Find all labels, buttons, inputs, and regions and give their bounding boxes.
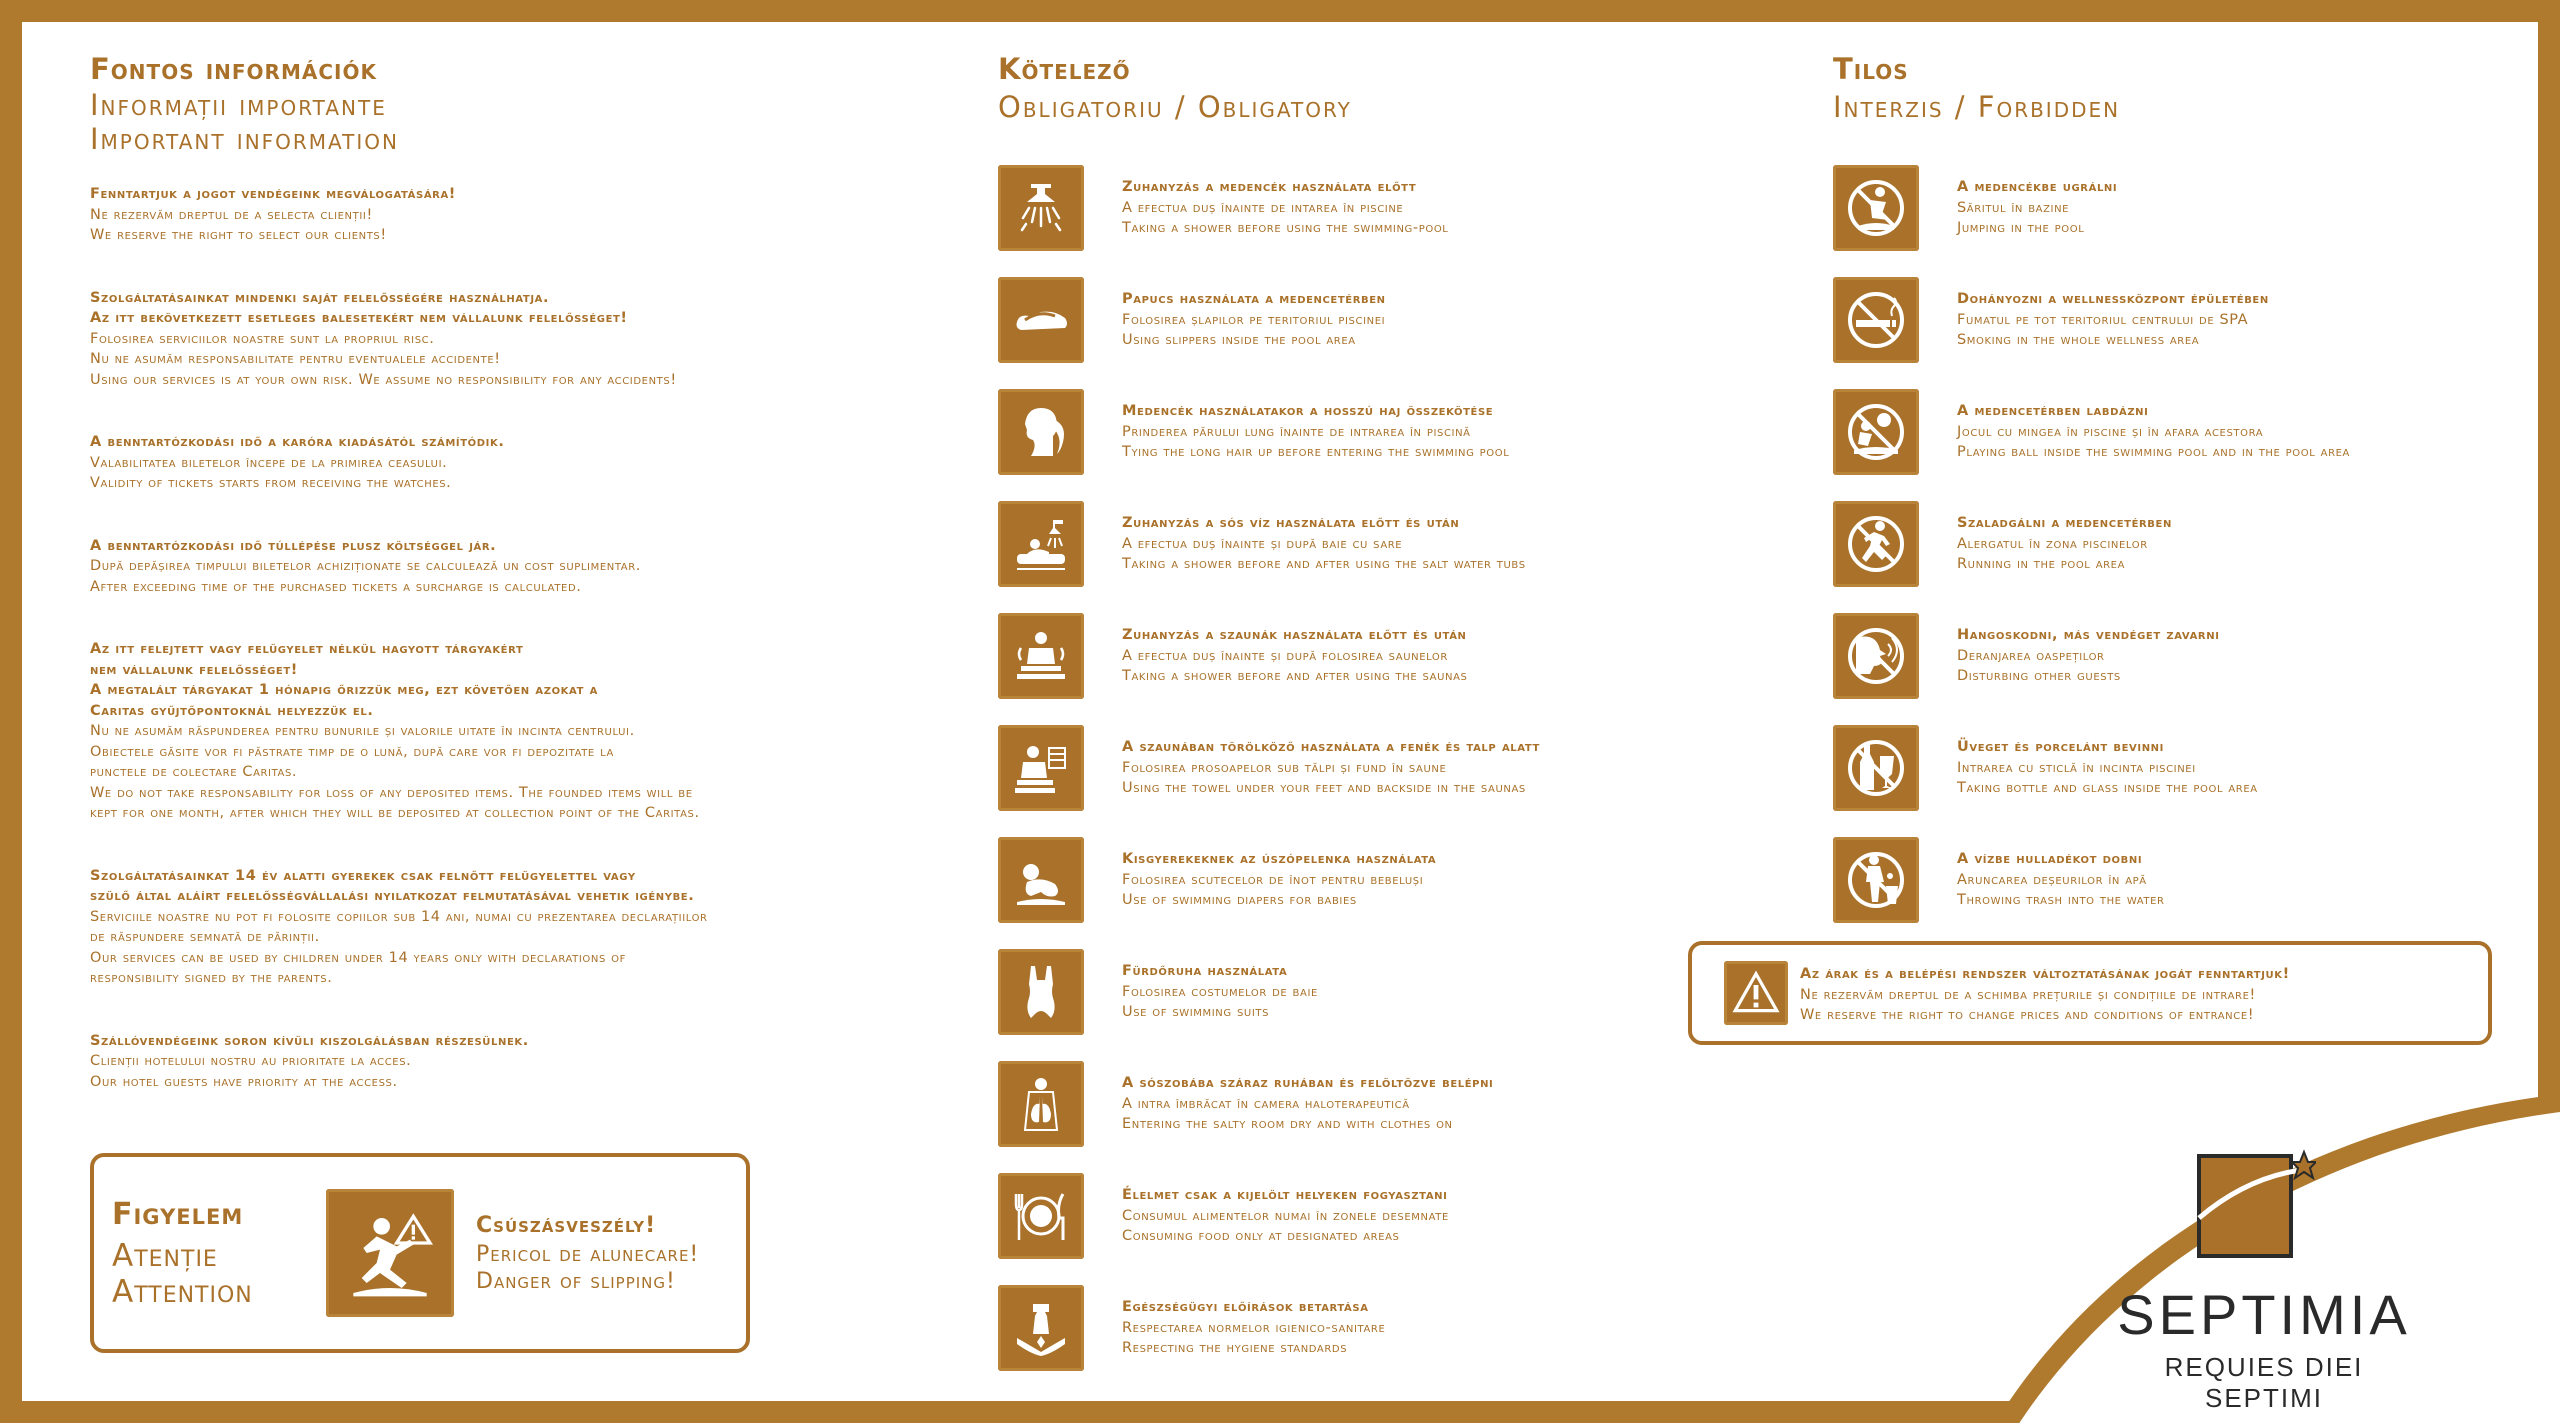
attention-title-hu: Figyelem bbox=[112, 1197, 244, 1232]
rule-ro: Folosirea prosoapelor sub tălpi și fund în saune bbox=[1122, 759, 1447, 776]
rule-row bbox=[1833, 488, 2513, 600]
rule-ro: Folosirea costumelor de baie bbox=[1122, 983, 1318, 1000]
info-block bbox=[90, 432, 970, 494]
info-block-line: După depășirea timpului biletelor achiziționate se calculează un cost suplimentar. bbox=[90, 558, 641, 574]
rule-hu: Egészségügyi előírások betartása bbox=[1122, 1299, 1369, 1316]
rule-ro: Fumatul pe tot teritoriul centrului de SPA bbox=[1957, 311, 2249, 328]
rule-ro: Folosirea scutecelor de înot pentru bebeluși bbox=[1122, 871, 1424, 888]
info-block-bold-line: Szolgáltatásainkat mindenki saját felelősségére használhatja. bbox=[90, 289, 550, 306]
rule-row bbox=[998, 600, 1778, 712]
notice-ro: Ne rezervăm dreptul de a schimba prețurile și condițiile de intrare! bbox=[1800, 986, 2256, 1003]
info-block bbox=[90, 184, 970, 246]
info-title-ro: Informații importante bbox=[90, 88, 387, 122]
rule-text bbox=[1122, 849, 1436, 911]
rule-ro: A efectua duș înainte și după baie cu sare bbox=[1122, 535, 1403, 552]
rule-row bbox=[998, 824, 1778, 936]
info-block-bold-line: A megtalált tárgyakat 1 hónapig őrizzük meg, ezt követően azokat a bbox=[90, 682, 598, 698]
info-block bbox=[90, 639, 970, 824]
notice-en: We reserve the right to change prices and conditions of entrance! bbox=[1800, 1007, 2255, 1023]
rule-ro: Respectarea normelor igienico-sanitare bbox=[1122, 1319, 1386, 1336]
info-block-bold-line: A benntartózkodási idő a karóra kiadásától számítódik. bbox=[90, 434, 505, 450]
info-block-line: Validity of tickets starts from receiving the watches. bbox=[90, 475, 452, 491]
slipper-icon bbox=[998, 277, 1084, 363]
rule-text bbox=[1957, 625, 2220, 687]
forbidden-title-hu: Tilos bbox=[1833, 52, 1909, 86]
rule-row bbox=[998, 264, 1778, 376]
rule-row bbox=[998, 712, 1778, 824]
warning-icon bbox=[1724, 961, 1788, 1025]
swimsuit-icon bbox=[998, 949, 1084, 1035]
rule-text bbox=[1957, 849, 2165, 911]
rule-hu: Zuhanyzás a sós víz használata előtt és után bbox=[1122, 515, 1460, 532]
rule-row bbox=[1833, 376, 2513, 488]
rule-en: Use of swimming suits bbox=[1122, 1004, 1270, 1021]
slippery-floor-icon bbox=[326, 1189, 454, 1317]
rule-ro: Consumul alimentelor numai în zonele desemnate bbox=[1122, 1207, 1449, 1224]
info-block bbox=[90, 866, 970, 989]
rule-hu: Zuhanyzás a szaunák használata előtt és után bbox=[1122, 627, 1467, 644]
rule-row bbox=[998, 376, 1778, 488]
rule-hu: A sószobába száraz ruhában és felöltözve belépni bbox=[1122, 1075, 1494, 1092]
rule-hu: Medencék használatakor a hosszú haj összekötése bbox=[1122, 403, 1494, 420]
rule-row bbox=[998, 1272, 1778, 1384]
no-shouting-icon bbox=[1833, 613, 1919, 699]
info-column bbox=[90, 52, 970, 1134]
rule-text bbox=[1957, 513, 2172, 575]
rule-ro: Prinderea părului lung înainte de intrarea în piscină bbox=[1122, 423, 1471, 440]
info-block-bold-line: szülő által aláírt felelősségvállalási nyilatkozat felmutatásával vehetik igénybe. bbox=[90, 888, 695, 904]
info-block-line: responsibility signed by the parents. bbox=[90, 970, 333, 986]
rule-en: Taking bottle and glass inside the pool area bbox=[1957, 780, 2258, 797]
info-block bbox=[90, 1031, 970, 1093]
info-block-bold-line: nem vállalunk felelősséget! bbox=[90, 661, 298, 678]
rule-text bbox=[1957, 289, 2269, 351]
info-block-line: de răspundere semnată de părinții. bbox=[90, 929, 320, 945]
no-ball-icon bbox=[1833, 389, 1919, 475]
info-block-line: Nu ne asumăm răspunderea pentru bunurile și valorile uitate în incinta centrului. bbox=[90, 723, 635, 739]
shower-icon bbox=[998, 165, 1084, 251]
rule-ro: Folosirea șlapilor pe teritoriul piscinei bbox=[1122, 311, 1386, 328]
cutlery-icon bbox=[998, 1173, 1084, 1259]
info-block-line: kept for one month, after which they will be deposited at collection point of the Caritas. bbox=[90, 805, 700, 821]
rule-row bbox=[998, 936, 1778, 1048]
info-title-hu: Fontos információk bbox=[90, 52, 377, 86]
rule-ro: Săritul în bazine bbox=[1957, 199, 2070, 216]
rule-en: Running in the pool area bbox=[1957, 556, 2126, 573]
rule-en: Entering the salty room dry and with clothes on bbox=[1122, 1116, 1453, 1133]
tied-hair-icon bbox=[998, 389, 1084, 475]
rule-text bbox=[1122, 1073, 1493, 1135]
brand-name: SEPTIMIA bbox=[2117, 1283, 2411, 1346]
notice-box bbox=[1688, 941, 2492, 1045]
rule-en: Tying the long hair up before entering the swimming pool bbox=[1122, 444, 1510, 461]
rule-hu: A vízbe hulladékot dobni bbox=[1957, 851, 2143, 868]
rule-row bbox=[998, 488, 1778, 600]
attention-title-en: Attention bbox=[112, 1274, 253, 1310]
info-block-bold-line: A benntartózkodási idő túllépése plusz költséggel jár. bbox=[90, 537, 497, 554]
rule-text bbox=[1122, 961, 1318, 1023]
rule-text bbox=[1122, 1297, 1385, 1359]
rule-row bbox=[1833, 600, 2513, 712]
rule-row bbox=[1833, 152, 2513, 264]
rule-text bbox=[1122, 177, 1448, 239]
info-block-line: Obiectele găsite vor fi păstrate timp de o lună, după care vor fi depozitate la bbox=[90, 743, 614, 760]
rule-hu: Kisgyerekeknek az úszópelenka használata bbox=[1122, 851, 1437, 868]
rule-text bbox=[1122, 737, 1540, 799]
rule-text bbox=[1122, 401, 1509, 463]
info-block-line: We reserve the right to select our clients! bbox=[90, 227, 387, 243]
rule-text bbox=[1122, 289, 1386, 351]
info-block bbox=[90, 536, 970, 598]
info-block-line: Our services can be used by children under 14 years only with declarations of bbox=[90, 949, 626, 966]
rule-row bbox=[1833, 264, 2513, 376]
rule-ro: Aruncarea deșeurilor în apă bbox=[1957, 871, 2147, 888]
info-block-bold-line: Szolgáltatásainkat 14 év alatti gyerekek csak felnőtt felügyelettel vagy bbox=[90, 867, 636, 884]
brand-tagline: REQUIES DIEI SEPTIMI bbox=[2164, 1352, 2364, 1413]
salt-room-lungs-icon bbox=[998, 1061, 1084, 1147]
info-block-bold-line: Fenntartjuk a jogot vendégeink megválogatására! bbox=[90, 186, 457, 202]
info-block-line: punctele de colectare Caritas. bbox=[90, 764, 298, 780]
rule-ro: A intra îmbrăcat în camera haloterapeutică bbox=[1122, 1095, 1410, 1112]
rule-hu: Hangoskodni, más vendéget zavarni bbox=[1957, 627, 2220, 644]
rule-text bbox=[1957, 737, 2258, 799]
no-littering-icon bbox=[1833, 837, 1919, 923]
attention-text-ro: Pericol de alunecare! bbox=[476, 1242, 700, 1267]
rule-text bbox=[1957, 401, 2350, 463]
rule-en: Using the towel under your feet and backside in the saunas bbox=[1122, 780, 1526, 797]
septimia-logo-mark bbox=[2196, 1148, 2316, 1266]
rule-en: Respecting the hygiene standards bbox=[1122, 1340, 1348, 1357]
attention-box bbox=[90, 1153, 750, 1353]
rule-text bbox=[1122, 1185, 1449, 1247]
no-running-icon bbox=[1833, 501, 1919, 587]
info-block-bold-line: Szállóvendégeink soron kívüli kiszolgálásban részesülnek. bbox=[90, 1032, 529, 1049]
info-blocks bbox=[90, 184, 970, 1092]
info-title-en: Important information bbox=[90, 122, 399, 156]
rule-row bbox=[998, 1048, 1778, 1160]
rule-en: Using slippers inside the pool area bbox=[1122, 332, 1356, 349]
obligatory-title-sub: Obligatoriu / Obligatory bbox=[998, 90, 1352, 124]
rule-hu: A medencékbe ugrálni bbox=[1957, 179, 2118, 196]
hygiene-hands-icon bbox=[998, 1285, 1084, 1371]
info-block-bold-line: Caritas gyűjtőpontoknál helyezzük el. bbox=[90, 702, 374, 719]
no-glass-icon bbox=[1833, 725, 1919, 811]
rule-en: Use of swimming diapers for babies bbox=[1122, 892, 1357, 909]
info-block-line: Nu ne asumăm responsabilitate pentru eventualele accidente! bbox=[90, 351, 501, 367]
rule-ro: A efectua duș înainte și după folosirea saunelor bbox=[1122, 647, 1448, 664]
rule-en: Taking a shower before using the swimming-pool bbox=[1122, 220, 1449, 237]
rule-hu: Fürdőruha használata bbox=[1122, 963, 1288, 980]
obligatory-rules bbox=[998, 152, 1778, 1384]
info-block bbox=[90, 288, 970, 391]
rule-hu: A medencetérben labdázni bbox=[1957, 403, 2149, 420]
info-block-bold-line: Az itt bekövetkezett esetleges balesetekért nem vállalunk felelősséget! bbox=[90, 310, 628, 326]
rule-ro: Alergatul în zona piscinelor bbox=[1957, 535, 2148, 552]
rule-hu: Üveget és porcelánt bevinni bbox=[1957, 739, 2164, 756]
rule-en: Taking a shower before and after using the saunas bbox=[1122, 668, 1468, 685]
rule-en: Taking a shower before and after using the salt water tubs bbox=[1122, 556, 1526, 573]
rule-ro: Deranjarea oaspeților bbox=[1957, 647, 2105, 664]
rule-hu: Zuhanyzás a medencék használata előtt bbox=[1122, 179, 1417, 196]
info-block-line: Folosirea serviciilor noastre sunt la propriul risc. bbox=[90, 330, 435, 347]
attention-text-en: Danger of slipping! bbox=[476, 1269, 676, 1294]
rule-en: Consuming food only at designated areas bbox=[1122, 1228, 1400, 1245]
info-block-line: Valabilitatea biletelor începe de la primirea ceasului. bbox=[90, 454, 448, 471]
info-block-line: Our hotel guests have priority at the access. bbox=[90, 1073, 398, 1090]
rule-hu: Élelmet csak a kijelölt helyeken fogyasztani bbox=[1122, 1187, 1448, 1204]
info-block-bold-line: Az itt felejtett vagy felügyelet nélkül hagyott tárgyakért bbox=[90, 641, 524, 657]
rule-row bbox=[1833, 712, 2513, 824]
rule-ro: Intrarea cu sticlă în incinta piscinei bbox=[1957, 759, 2196, 776]
forbidden-rules bbox=[1833, 152, 2513, 936]
obligatory-column bbox=[998, 52, 1778, 1384]
forbidden-title-sub: Interzis / Forbidden bbox=[1833, 90, 2121, 124]
info-block-line: Serviciile noastre nu pot fi folosite copiilor sub 14 ani, numai cu prezentarea declarațiilor bbox=[90, 908, 708, 925]
info-block-line: After exceeding time of the purchased tickets a surcharge is calculated. bbox=[90, 578, 582, 595]
info-block-line: We do not take responsability for loss of any deposited items. The founded items will be bbox=[90, 784, 693, 801]
sauna-towel-icon bbox=[998, 725, 1084, 811]
rule-ro: A efectua duș înainte de intarea în piscine bbox=[1122, 199, 1404, 216]
forbidden-column bbox=[1833, 52, 2513, 936]
attention-text-hu: Csúszásveszély! bbox=[476, 1213, 657, 1238]
rule-en: Jumping in the pool bbox=[1957, 220, 2085, 237]
obligatory-title-hu: Kötelező bbox=[998, 52, 1131, 86]
rule-en: Smoking in the whole wellness area bbox=[1957, 332, 2200, 349]
baby-diaper-icon bbox=[998, 837, 1084, 923]
sauna-icon bbox=[998, 613, 1084, 699]
rule-en: Playing ball inside the swimming pool and in the pool area bbox=[1957, 444, 2350, 461]
rule-text bbox=[1957, 177, 2117, 239]
rule-row bbox=[998, 152, 1778, 264]
rule-hu: Papucs használata a medencetérben bbox=[1122, 291, 1386, 308]
notice-hu: Az árak és a belépési rendszer változtatásának jogát fenntartjuk! bbox=[1800, 966, 2290, 982]
rule-en: Disturbing other guests bbox=[1957, 668, 2121, 685]
info-block-line: Clienții hotelului nostru au prioritate la acces. bbox=[90, 1053, 412, 1069]
rule-row bbox=[1833, 824, 2513, 936]
info-block-line: Ne rezervăm dreptul de a selecta clienții! bbox=[90, 206, 373, 223]
rule-hu: A szaunában törölköző használata a fenék és talp alatt bbox=[1122, 739, 1540, 756]
rule-text bbox=[1122, 625, 1467, 687]
salt-tub-shower-icon bbox=[998, 501, 1084, 587]
no-smoking-icon bbox=[1833, 277, 1919, 363]
rule-en: Throwing trash into the water bbox=[1957, 892, 2165, 909]
info-block-line: Using our services is at your own risk. We assume no responsibility for any accidents! bbox=[90, 371, 677, 388]
rule-hu: Szaladgálni a medencetérben bbox=[1957, 515, 2172, 532]
rule-hu: Dohányozni a wellnessközpont épületében bbox=[1957, 291, 2269, 308]
rule-row bbox=[998, 1160, 1778, 1272]
attention-title-ro: Atenție bbox=[112, 1238, 218, 1274]
rule-ro: Jocul cu mingea în piscine și în afara acestora bbox=[1957, 423, 2264, 440]
rule-text bbox=[1122, 513, 1526, 575]
no-jumping-icon bbox=[1833, 165, 1919, 251]
